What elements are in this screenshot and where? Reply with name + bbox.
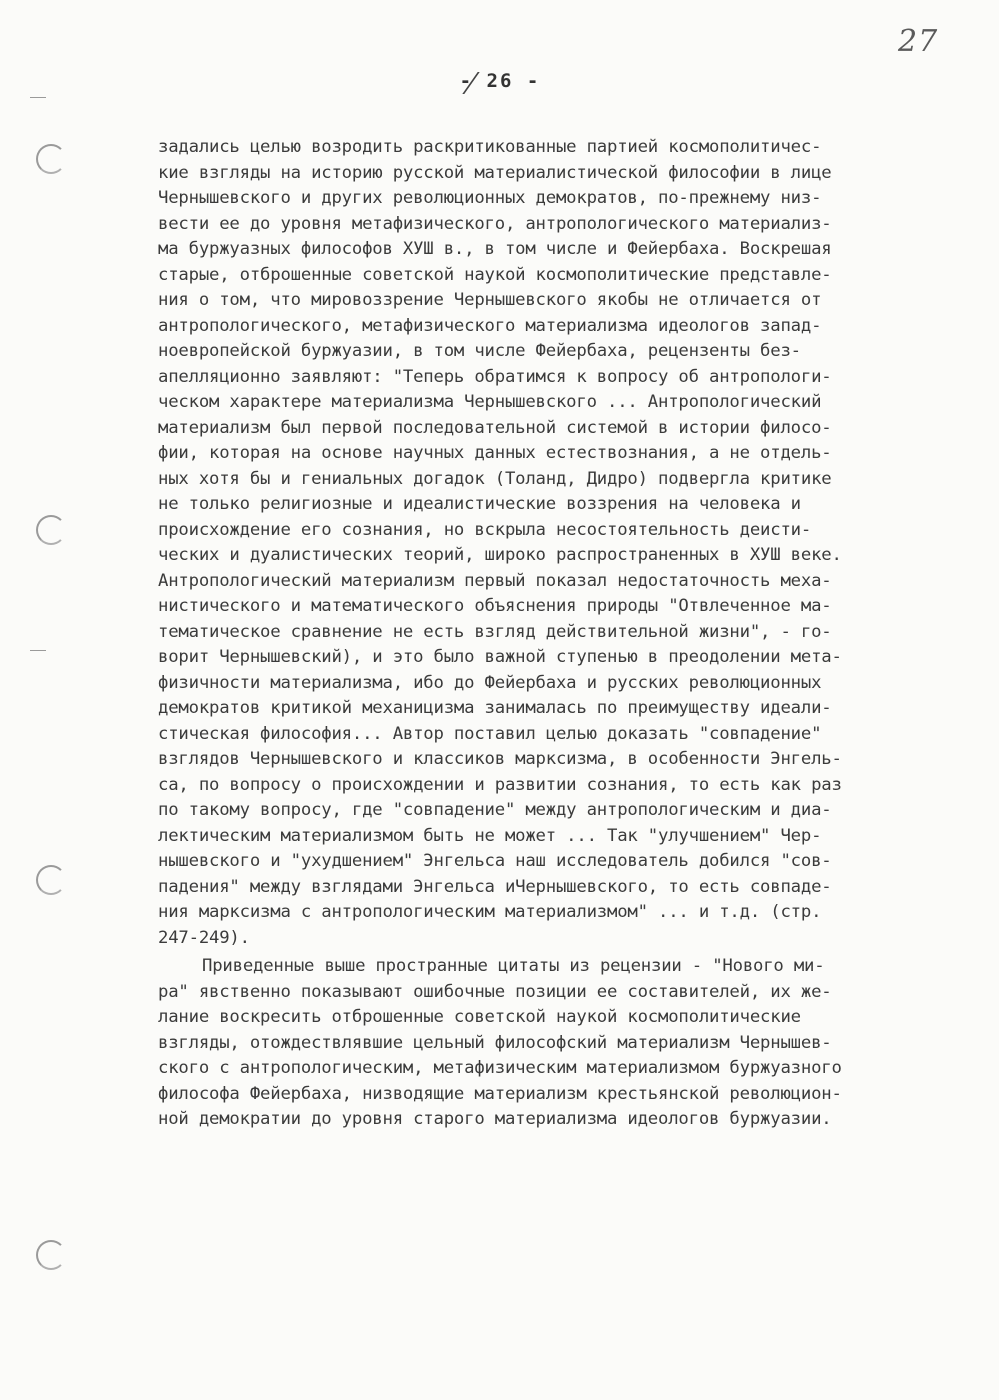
text-line: ноевропейской буржуазии, в том числе Фейербаха, рецензенты без- — [158, 341, 801, 361]
punch-hole — [36, 515, 66, 545]
text-line: физичности материализма, ибо до Фейербаха и русских революционных — [158, 672, 822, 693]
text-line: ных хотя бы и гениальных догадок (Толанд, Дидро) подвергла критике — [158, 468, 832, 489]
text-line: тематическое сравнение не есть взгляд действительной жизни", - го- — [158, 621, 832, 642]
text-line: происхождение его сознания, но вскрыла несостоятельность деисти- — [158, 519, 812, 540]
text-line: 247-249). — [158, 927, 250, 948]
text-line: стическая философия... Автор поставил целью доказать "совпадение" — [158, 723, 822, 744]
text-line: ческом характере материализма Чернышевского ... Антропологический — [158, 392, 822, 412]
text-line: ной демократии до уровня старого материализма идеологов буржуазии. — [158, 1109, 832, 1129]
text-line: ния о том, что мировоззрение Чернышевского якобы не отличается от — [158, 290, 822, 310]
punch-hole — [36, 865, 66, 895]
paragraph — [158, 135, 958, 951]
text-line: старые, отброшенные советской наукой космополитические представле- — [158, 264, 832, 285]
text-line: взглядов Чернышевского и классиков марксизма, в особенности Энгель- — [158, 749, 842, 769]
text-line: лектическим материализмом быть не может ... Так "улучшением" Чер- — [158, 825, 822, 846]
text-line: задались целью возродить раскритикованные партией космополитичес- — [158, 137, 822, 157]
struck-page-number: - 26 - — [459, 70, 541, 92]
margin-mark — [30, 97, 46, 98]
text-line: не только религиозные и идеалистические воззрения на человека и — [158, 494, 801, 514]
typed-page-number — [440, 70, 560, 92]
punch-hole — [36, 1240, 66, 1270]
text-line: ческих и дуалистических теорий, широко распространенных в ХУШ веке. — [158, 545, 842, 565]
archive-page-number: 27 — [898, 24, 939, 59]
text-line: ворит Чернышевский), и это было важной ступенью в преодолении мета- — [158, 647, 842, 667]
text-line: лание воскресить отброшенные советской наукой космополитические — [158, 1007, 801, 1027]
text-line: Чернышевского и других революционных демократов, по-прежнему низ- — [158, 188, 822, 208]
text-line: по такому вопросу, где "совпадение" между антропологическим и диа- — [158, 800, 832, 820]
text-line: фии, которая на основе научных данных естествознания, а не отдель- — [158, 443, 832, 463]
text-line: материализм был первой последовательной системой в истории филосо- — [158, 417, 832, 438]
text-line: нышевского и "ухудшением" Энгельса наш исследователь добился "сов- — [158, 851, 832, 871]
text-line: ра" явственно показывают ошибочные позиции ее составителей, их же- — [158, 981, 832, 1002]
text-line: Приведенные выше пространные цитаты из рецензии - "Нового ми- — [202, 956, 825, 976]
text-line: Антропологический материализм первый показал недостаточность меха- — [158, 570, 832, 591]
text-line: демократов критикой механицизма занималась по преимуществу идеали- — [158, 698, 832, 718]
body-text — [158, 135, 958, 1133]
text-line: апелляционно заявляют: "Теперь обратимся к вопросу об антропологи- — [158, 366, 832, 387]
text-line: ния марксизма с антропологическим материализмом" ... и т.д. (стр. — [158, 902, 822, 922]
text-line: ского с антропологическим, метафизическим материализмом буржуазного — [158, 1058, 842, 1078]
text-line: кие взгляды на историю русской материалистической философии в лице — [158, 162, 832, 183]
text-line: антропологического, метафизического материализма идеологов запад- — [158, 315, 822, 336]
text-line: са, по вопросу о происхождении и развитии сознания, то есть как раз — [158, 774, 842, 795]
punch-hole — [36, 144, 66, 174]
text-line: падения" между взглядами Энгельса иЧернышевского, то есть совпаде- — [158, 876, 832, 897]
paragraph — [158, 954, 958, 1133]
text-line: философа Фейербаха, низводящие материализм крестьянской революцион- — [158, 1083, 842, 1104]
text-line: ма буржуазных философов ХУШ в., в том числе и Фейербаха. Воскрешая — [158, 239, 832, 259]
text-line: взгляды, отождествлявшие цельный философский материализм Чернышев- — [158, 1032, 832, 1053]
text-line: вести ее до уровня метафизического, антропологического материализ- — [158, 213, 832, 234]
margin-mark — [30, 650, 46, 651]
text-line: нистического и математического объяснения природы "Отвлеченное ма- — [158, 596, 832, 616]
